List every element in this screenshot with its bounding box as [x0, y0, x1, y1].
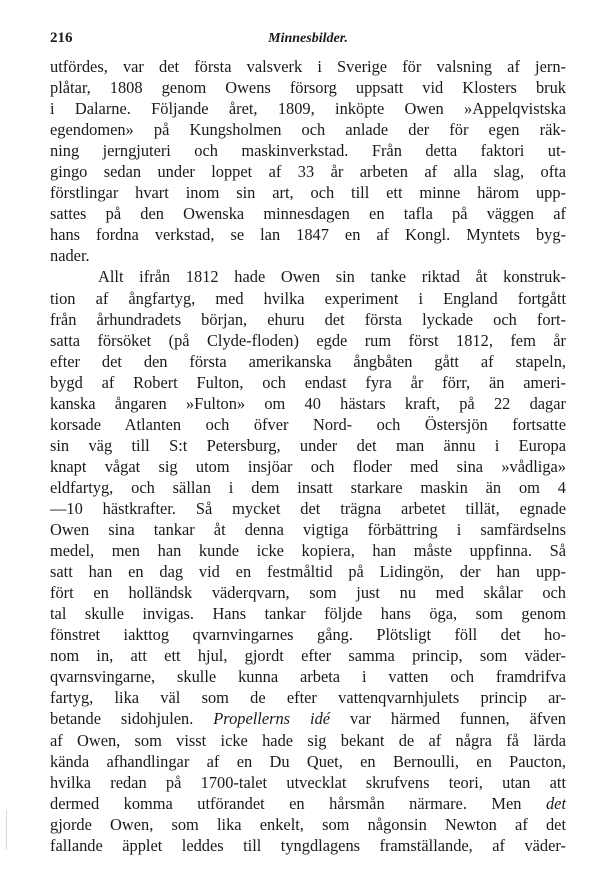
- text-line: hans fordna verkstad, se lan 1847 en af Kongl. Myntets byg-: [50, 225, 566, 245]
- text-line: fört en holländsk väderqvarn, som just nu med skålar och: [50, 583, 566, 603]
- text-line: —10 hästkrafter. Så mycket det trägna arbetet tillät, egnade: [50, 498, 566, 518]
- text-line: tion af ångfartyg, med hvilka experiment i England fortgått: [50, 288, 566, 308]
- text-line: [50, 793, 566, 814]
- text-segment: dermed komma utförandet en hårsmån närmare. Men: [50, 793, 546, 813]
- text-line: Owen sina tankar åt denna vigtiga förbättring i samfärdselns: [50, 520, 566, 540]
- text-line: Allt ifrån 1812 hade Owen sin tanke riktad åt konstruk-: [98, 267, 566, 287]
- italic-emphasis: Propellerns idé: [213, 709, 331, 729]
- text-segment: var härmed funnen, äfven: [330, 709, 566, 729]
- text-line: hvilka redan på 1700-talet utvecklat skrufvens teori, utan att: [50, 772, 566, 792]
- text-line: knapt vågat sig utom insjöar och floder med sina »vådliga»: [50, 456, 566, 476]
- text-line: fönstret iakttog qvarnvingarnes gång. Plötsligt föll det ho-: [50, 625, 566, 645]
- margin-mark: [6, 810, 7, 850]
- text-line: fallande äpplet leddes till tyngdlagens framställande, af väder-: [50, 835, 566, 855]
- body-text: [50, 56, 566, 856]
- italic-emphasis: det: [545, 793, 566, 813]
- text-line: gjorde Owen, som lika enkelt, som någonsin Newton af det: [50, 814, 566, 834]
- text-line: sattes på den Owenska minnesdagen en tafla på väggen af: [50, 204, 566, 224]
- text-line: eldfartyg, och sällan i dem insatt starkare maskin än om 4: [50, 477, 566, 497]
- text-line: bygd af Robert Fulton, och endast fyra år förr, än ameri-: [50, 372, 566, 392]
- text-line: korsade Atlanten och öfver Nord- och Östersjön fortsatte: [50, 414, 566, 434]
- text-line: nom in, att ett hjul, gjordt efter samma princip, som väder-: [50, 646, 566, 666]
- text-line: fartyg, lika väl som de efter vattenqvarnhjulets princip ar-: [50, 688, 566, 708]
- text-line: satt han en dag vid en festmåltid på Lidingön, der han upp-: [50, 562, 566, 582]
- text-line: plåtar, 1808 genom Owens försorg uppsatt vid Klosters bruk: [50, 78, 566, 98]
- text-line: kanska ångaren »Fulton» om 40 hästars kraft, på 22 dagar: [50, 393, 566, 413]
- running-title: Minnesbilder.: [268, 31, 348, 46]
- text-line: från århundradets början, ehuru det första lyckade och fort-: [50, 309, 566, 329]
- text-line: utfördes, var det första valsverk i Sverige för valsning af jern-: [50, 57, 566, 76]
- text-line: efter det den första amerikanska ångbåten gått af stapeln,: [50, 351, 566, 371]
- text-line: [50, 708, 566, 729]
- text-line: kända afhandlingar af en Du Quet, en Bernoulli, en Paucton,: [50, 751, 566, 771]
- text-line: medel, men han kunde icke kopiera, han måste uppfinna. Så: [50, 541, 566, 561]
- text-line: satta försöket (på Clyde-floden) egde rum först 1812, fem år: [50, 330, 566, 350]
- text-line: nader.: [50, 246, 90, 266]
- text-line: af Owen, som visst icke hade sig bekant de af några få lärda: [50, 730, 566, 750]
- text-line: förstlingar hvart inom sin art, och till ett minne härom upp-: [50, 183, 566, 203]
- page-header: [50, 30, 566, 50]
- text-segment: betande sidohjulen.: [50, 709, 214, 729]
- text-line: qvarnsvingarne, skulle kunna arbeta i vatten och framdrifva: [50, 667, 566, 687]
- text-line: tal skulle invigas. Hans tankar följde hans öga, som genom: [50, 604, 566, 624]
- text-line: egendomen» på Kungsholmen och anlade der för egen räk-: [50, 120, 566, 140]
- text-line: i Dalarne. Följande året, 1809, inköpte Owen »Appelqvistska: [50, 99, 566, 119]
- page-number: 216: [50, 30, 73, 46]
- text-line: gingo sedan under loppet af 33 år arbeten af alla slag, ofta: [50, 162, 566, 182]
- text-line: sin väg till S:t Petersburg, under det man ännu i Europa: [50, 435, 566, 455]
- text-line: ning jerngjuteri och maskinverkstad. Från detta faktori ut-: [50, 141, 566, 161]
